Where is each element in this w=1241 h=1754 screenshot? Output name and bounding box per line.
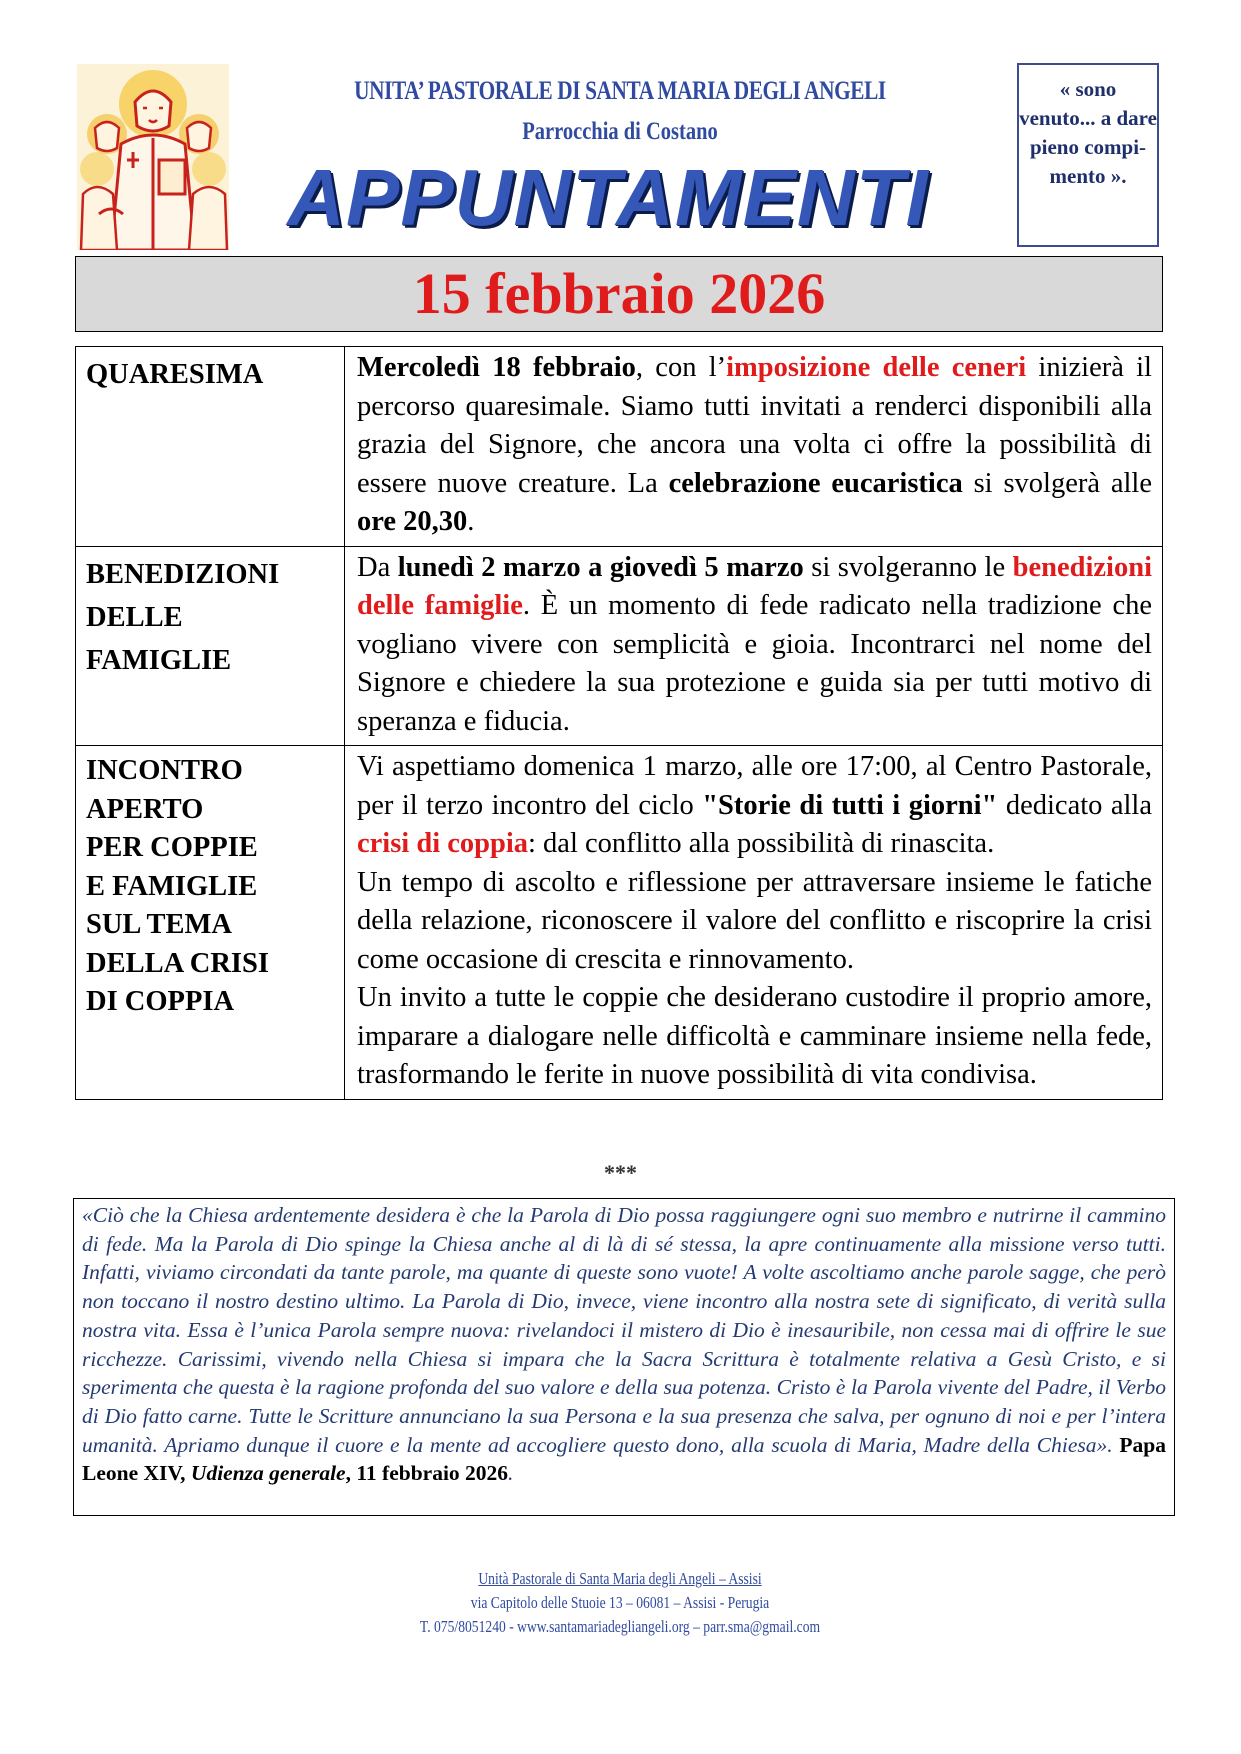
row-label xyxy=(76,746,345,1100)
table-row xyxy=(76,746,1163,1100)
quote-author: Papa Leone XIV, xyxy=(82,1432,1166,1486)
row-text xyxy=(345,546,1163,746)
row-label-line: INCONTRO xyxy=(86,755,243,786)
row-text-segment: crisi di coppia xyxy=(357,828,529,859)
row-label-line: SUL TEMA xyxy=(86,909,232,940)
table-row xyxy=(76,546,1163,746)
row-label-line: FAMIGLIE xyxy=(86,644,232,676)
footer-line-2: via Capitolo delle Stuoie 13 – 06081 – Assisi - Perugia xyxy=(470,1593,770,1612)
quote-text: «Ciò che la Chiesa ardentemente desidera è che la Parola di Dio possa raggiungere ogni suo membro e nutrirne il cammino di fede. Ma la Parola di Dio spinge la Chiesa anche al di là di sé stessa, la apre continuamente alla missione verso tutti. Infatti, viviamo circondati da tante parole, ma quante di queste sono vuote! A volte ascoltiamo anche parole sagge, che però non toccano il nostro destino ultimo. La Parola di Dio, invece, viene incontro alla nostra sete di significato, di verità sulla nostra vita. Essa è l’unica Parola sempre nuova: rivelandoci il mistero di Dio è inesauribile, non cessa mai di offrire le sue ricchezze. Carissimi, vivendo nella Chiesa si impara che la Sacra Scrittura è totalmente relativa a Gesù Cristo, e si sperimenta che questa è la ragione profonda del suo valore e della sua potenza. Cristo è la Parola vivente del Padre, il Verbo di Dio fatto carne. Tutte le Scritture annunciano la sua Persona e la sua presenza che salva, per ognuno di noi e per l’intera umanità. Apriamo dunque il cuore e la mente ad accogliere questo dono, alla scuola di Maria, Madre della Chiesa». xyxy=(82,1203,1166,1457)
quote-end: . xyxy=(508,1461,514,1486)
quote-box xyxy=(73,1198,1175,1516)
row-text-segment: Vi aspettiamo domenica 1 marzo, alle ore 17:00, al Centro Pastorale, per il terzo incontro del ciclo xyxy=(357,751,1152,821)
separator: *** xyxy=(604,1160,637,1185)
date-banner xyxy=(75,256,1163,332)
parish-name: Parrocchia di Costano xyxy=(522,118,718,145)
row-label-line: E FAMIGLIE xyxy=(86,870,258,902)
row-text-segment: benedizioni delle famiglie xyxy=(357,551,1152,621)
row-text-segment: inizierà il percorso quaresimale. Siamo tutti invitati a renderci disponibili alla grazia del Signore, che ancora una volta ci offre la possibilità di essere nuove creature. La xyxy=(357,352,1152,499)
row-text-segment: "Storie di tutti i giorni" xyxy=(702,789,998,821)
row-text xyxy=(345,347,1163,547)
row-label-line: DELLA CRISI xyxy=(86,947,269,979)
quote-date: , 11 febbraio 2026 xyxy=(345,1461,509,1486)
row-text-segment: , con l’ xyxy=(635,352,727,383)
row-text-segment: Da xyxy=(357,551,398,583)
appointments-table xyxy=(75,346,1163,1100)
row-text-segment: Un tempo di ascolto e riflessione per attraversare insieme le fatiche della relazione, riconoscere il valore del conflitto e riscoprire la crisi come occasione di crescita e rinnovamento. xyxy=(357,866,1152,975)
row-text-segment: . È un momento di fede radicato nella tradizione che vogliano vivere con semplicità e gioia. Incontrarci nel nome del Signore e chiedere la sua protezione e guida sia per tutti motivo di speranza e fiducia. xyxy=(357,590,1152,737)
row-text-segment: lunedì 2 marzo a giovedì 5 marzo xyxy=(397,551,804,583)
motto-box: « sono venuto... a dare pieno compi- mento ». xyxy=(1017,63,1159,247)
row-text-segment: si svolgerà alle xyxy=(962,467,1152,499)
row-label-line: DI COPPIA xyxy=(86,986,235,1017)
table-row xyxy=(76,347,1163,547)
row-label-line: DELLE xyxy=(86,601,183,633)
row-text-segment: Un invito a tutte le coppie che desiderano custodire il proprio amore, imparare a dialogare nelle difficoltà e camminare insieme nella fede, trasformando le ferite in nuove possibilità di vita condivisa. xyxy=(357,982,1152,1090)
row-label-line: QUARESIMA xyxy=(86,359,264,390)
quote-work: Udienza generale xyxy=(190,1461,346,1486)
page-title: APPUNTAMENTI xyxy=(287,153,929,242)
row-label xyxy=(76,546,345,746)
footer-line-1: Unità Pastorale di Santa Maria degli Angeli – Assisi xyxy=(478,1569,762,1588)
row-text-segment: dedicato alla xyxy=(997,789,1153,821)
row-text-segment: ore 20,30 xyxy=(357,506,468,537)
row-text-segment: celebrazione eucaristica xyxy=(668,467,963,499)
row-label-line: PER COPPIE xyxy=(86,832,258,863)
row-label-line: BENEDIZIONI xyxy=(86,558,280,590)
parish-logo-image xyxy=(77,64,229,250)
footer xyxy=(364,1567,876,1639)
row-text-segment: . xyxy=(467,506,475,537)
organization-name: UNITA’ PASTORALE DI SANTA MARIA DEGLI ANGELI xyxy=(354,76,886,105)
row-label-line: APERTO xyxy=(86,793,204,825)
row-text-segment: : dal conflitto alla possibilità di rinascita. xyxy=(528,828,995,859)
row-text xyxy=(345,746,1163,1100)
row-text-segment: si svolgeranno le xyxy=(803,551,1013,583)
bulletin-date: 15 febbraio 2026 xyxy=(412,261,826,326)
row-label xyxy=(76,347,345,547)
row-text-segment: imposizione delle ceneri xyxy=(726,352,1027,383)
row-text-segment: Mercoledì 18 febbraio xyxy=(357,352,636,383)
footer-line-3: T. 075/8051240 - www.santamariadegliangeli.org – parr.sma@gmail.com xyxy=(419,1617,821,1636)
